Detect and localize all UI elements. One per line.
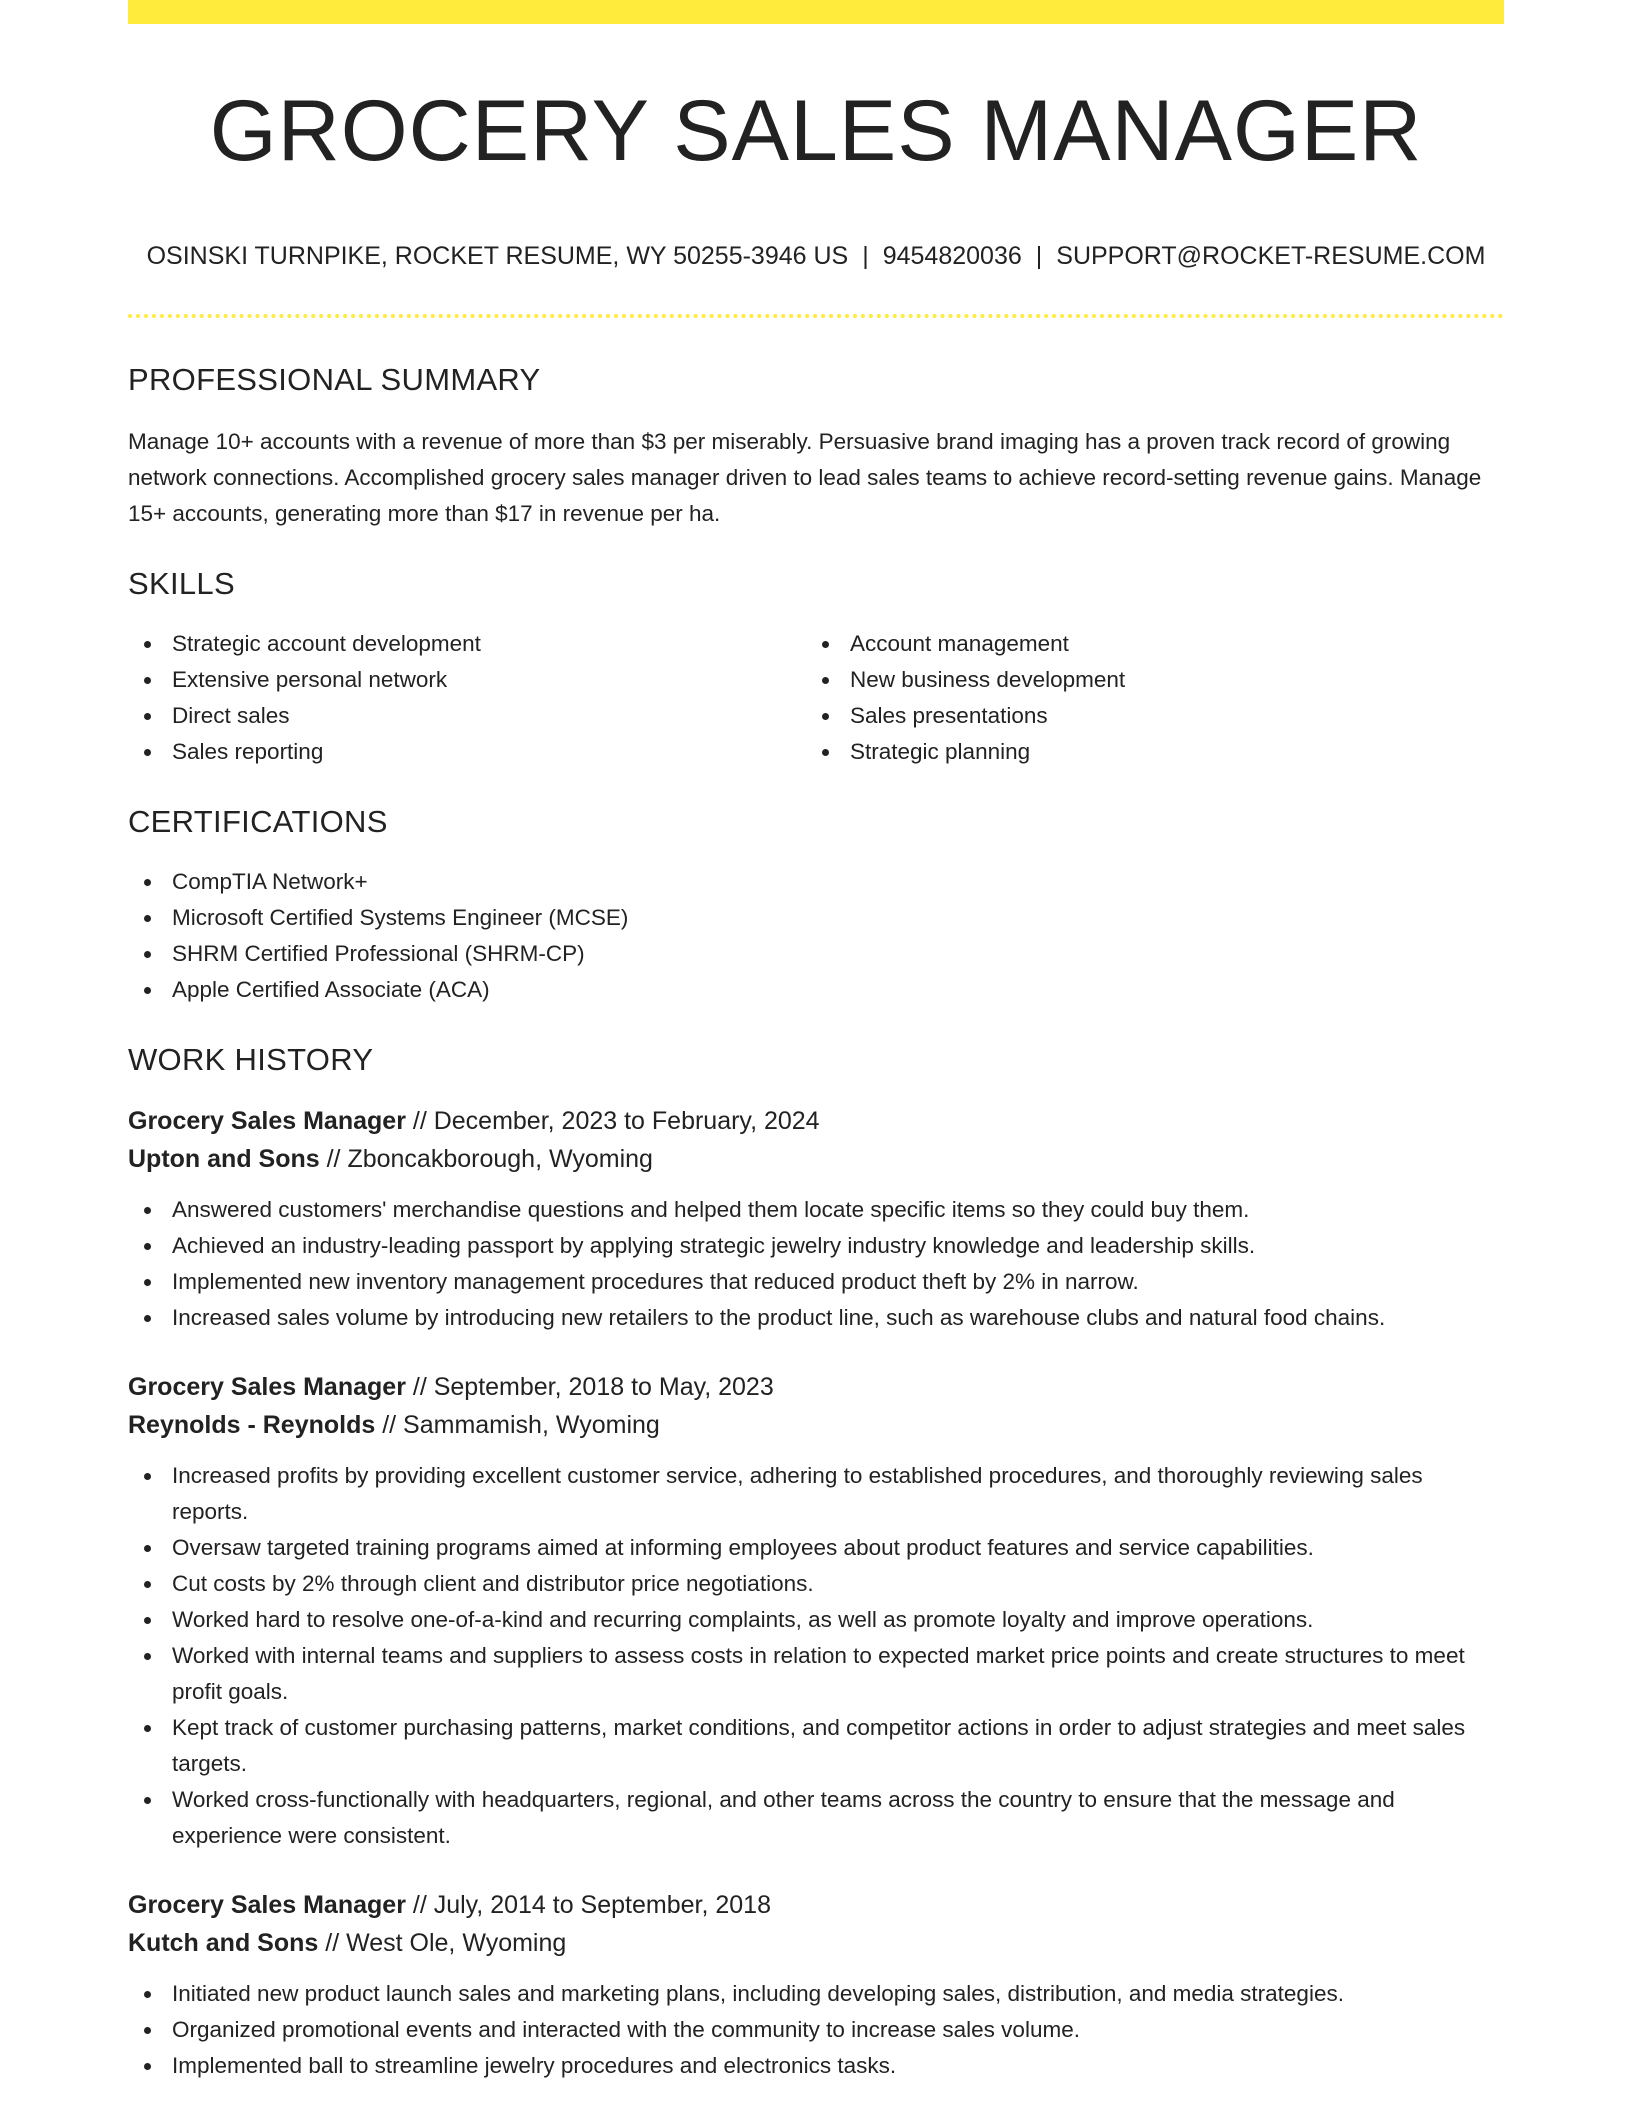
skill-item: Strategic planning — [806, 734, 1484, 770]
skills-column-right — [806, 626, 1484, 770]
job-company: Kutch and Sons — [128, 1929, 319, 1957]
certification-item: CompTIA Network+ — [128, 864, 1504, 900]
resume-page — [128, 0, 1504, 2084]
job-bullet: Organized promotional events and interacted with the community to increase sales volume. — [128, 2012, 1504, 2048]
skill-item: Account management — [806, 626, 1484, 662]
job-role: Grocery Sales Manager — [128, 1891, 406, 1919]
job-role: Grocery Sales Manager — [128, 1373, 406, 1401]
job-bullet: Achieved an industry-leading passport by applying strategic jewelry industry knowledge and leadership skills. — [128, 1228, 1504, 1264]
skill-item: Direct sales — [128, 698, 806, 734]
job-bullet: Worked hard to resolve one-of-a-kind and recurring complaints, as well as promote loyalty and improve operations. — [128, 1602, 1504, 1638]
job-bullets — [128, 1458, 1504, 1854]
contact-line — [128, 240, 1504, 272]
job-bullet: Implemented new inventory management procedures that reduced product theft by 2% in narrow. — [128, 1264, 1504, 1300]
certifications-list — [128, 864, 1504, 1008]
skills-list — [128, 626, 1504, 770]
job-company: Upton and Sons — [128, 1145, 320, 1173]
job-entry — [128, 1886, 1504, 2084]
job-bullet: Cut costs by 2% through client and distributor price negotiations. — [128, 1566, 1504, 1602]
job-entry — [128, 1368, 1504, 1854]
skills-heading: SKILLS — [128, 566, 235, 601]
skill-item: Extensive personal network — [128, 662, 806, 698]
skill-item: New business development — [806, 662, 1484, 698]
job-location: // Sammamish, Wyoming — [375, 1411, 660, 1439]
job-company-line — [128, 1406, 1504, 1444]
contact-separator: | — [1035, 242, 1043, 270]
certifications-heading: CERTIFICATIONS — [128, 804, 388, 839]
skill-item: Sales presentations — [806, 698, 1484, 734]
certification-item: Apple Certified Associate (ACA) — [128, 972, 1504, 1008]
work-history-heading: WORK HISTORY — [128, 1042, 374, 1077]
job-bullets — [128, 1192, 1504, 1336]
job-bullet: Worked cross-functionally with headquarters, regional, and other teams across the country to ensure that the message and experience were consistent. — [128, 1782, 1504, 1854]
job-bullet: Increased sales volume by introducing new retailers to the product line, such as warehouse clubs and natural food chains. — [128, 1300, 1504, 1336]
contact-separator: | — [862, 242, 869, 270]
certification-item: SHRM Certified Professional (SHRM-CP) — [128, 936, 1504, 972]
job-bullet: Oversaw targeted training programs aimed at informing employees about product features and service capabilities. — [128, 1530, 1504, 1566]
job-entry — [128, 1102, 1504, 1336]
job-bullets — [128, 1976, 1504, 2084]
job-company-line — [128, 1924, 1504, 1962]
contact-address: OSINSKI TURNPIKE, ROCKET RESUME, WY 50255-3946 US — [146, 242, 849, 270]
job-role: Grocery Sales Manager — [128, 1107, 406, 1135]
job-dates: // December, 2023 to February, 2024 — [405, 1107, 820, 1135]
accent-bar — [128, 0, 1504, 24]
skills-column-left — [128, 626, 806, 770]
job-dates: // July, 2014 to September, 2018 — [405, 1891, 771, 1919]
job-dates: // September, 2018 to May, 2023 — [405, 1373, 774, 1401]
dotted-divider — [128, 314, 1504, 318]
job-role-line — [128, 1102, 1504, 1140]
job-location: // Zboncakborough, Wyoming — [319, 1145, 653, 1173]
contact-email: SUPPORT@ROCKET-RESUME.COM — [1056, 242, 1486, 270]
job-company: Reynolds - Reynolds — [128, 1411, 376, 1439]
contact-phone: 9454820036 — [882, 242, 1022, 270]
job-bullet: Increased profits by providing excellent customer service, adhering to established procedures, and thoroughly reviewing sales reports. — [128, 1458, 1504, 1530]
skill-item: Strategic account development — [128, 626, 806, 662]
job-bullet: Worked with internal teams and suppliers to assess costs in relation to expected market price points and create structures to meet profit goals. — [128, 1638, 1504, 1710]
job-role-line — [128, 1368, 1504, 1406]
certification-item: Microsoft Certified Systems Engineer (MCSE) — [128, 900, 1504, 936]
skill-item: Sales reporting — [128, 734, 806, 770]
resume-title: GROCERY SALES MANAGER — [209, 83, 1423, 179]
job-role-line — [128, 1886, 1504, 1924]
summary-heading: PROFESSIONAL SUMMARY — [128, 362, 541, 397]
job-bullet: Initiated new product launch sales and marketing plans, including developing sales, distribution, and media strategies. — [128, 1976, 1504, 2012]
job-bullet: Implemented ball to streamline jewelry procedures and electronics tasks. — [128, 2048, 1504, 2084]
summary-text: Manage 10+ accounts with a revenue of more than $3 per miserably. Persuasive brand imaging has a proven track record of growing network connections. Accomplished grocery sales manager driven to lead sales teams to achieve record-setting revenue gains. Manage 15+ accounts, generating more than $17 in revenue per ha. — [128, 429, 1482, 526]
job-bullet: Kept track of customer purchasing patterns, market conditions, and competitor actions in order to adjust strategies and meet sales targets. — [128, 1710, 1504, 1782]
job-company-line — [128, 1140, 1504, 1178]
job-bullet: Answered customers' merchandise questions and helped them locate specific items so they could buy them. — [128, 1192, 1504, 1228]
job-location: // West Ole, Wyoming — [318, 1929, 567, 1957]
